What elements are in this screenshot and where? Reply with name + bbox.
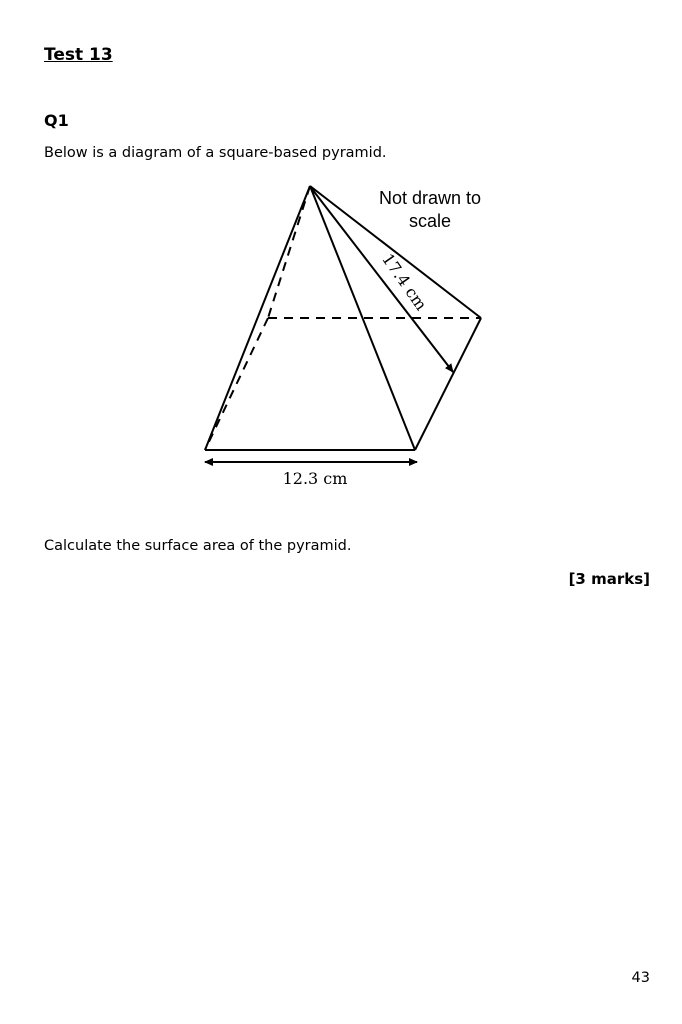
not-to-scale-note-line2: scale bbox=[408, 211, 452, 231]
marks-label: [3 marks] bbox=[568, 570, 650, 588]
test-title: Test 13 bbox=[44, 45, 113, 65]
question-instruction: Calculate the surface area of the pyramid. bbox=[44, 538, 352, 554]
hidden-edge-back-base-left bbox=[205, 318, 268, 450]
not-to-scale-note-line1: Not drawn to bbox=[378, 188, 482, 208]
base-length-label: 12.3 cm bbox=[282, 469, 348, 488]
question-label: Q1 bbox=[44, 111, 69, 130]
question-intro: Below is a diagram of a square-based pyramid. bbox=[44, 145, 387, 161]
slant-height-label: 17.4 cm bbox=[378, 249, 431, 314]
edge-apex-front-left bbox=[205, 186, 310, 450]
hidden-edge-back-left bbox=[268, 186, 310, 318]
page-number: 43 bbox=[631, 970, 650, 986]
edge-base-right bbox=[415, 318, 481, 450]
